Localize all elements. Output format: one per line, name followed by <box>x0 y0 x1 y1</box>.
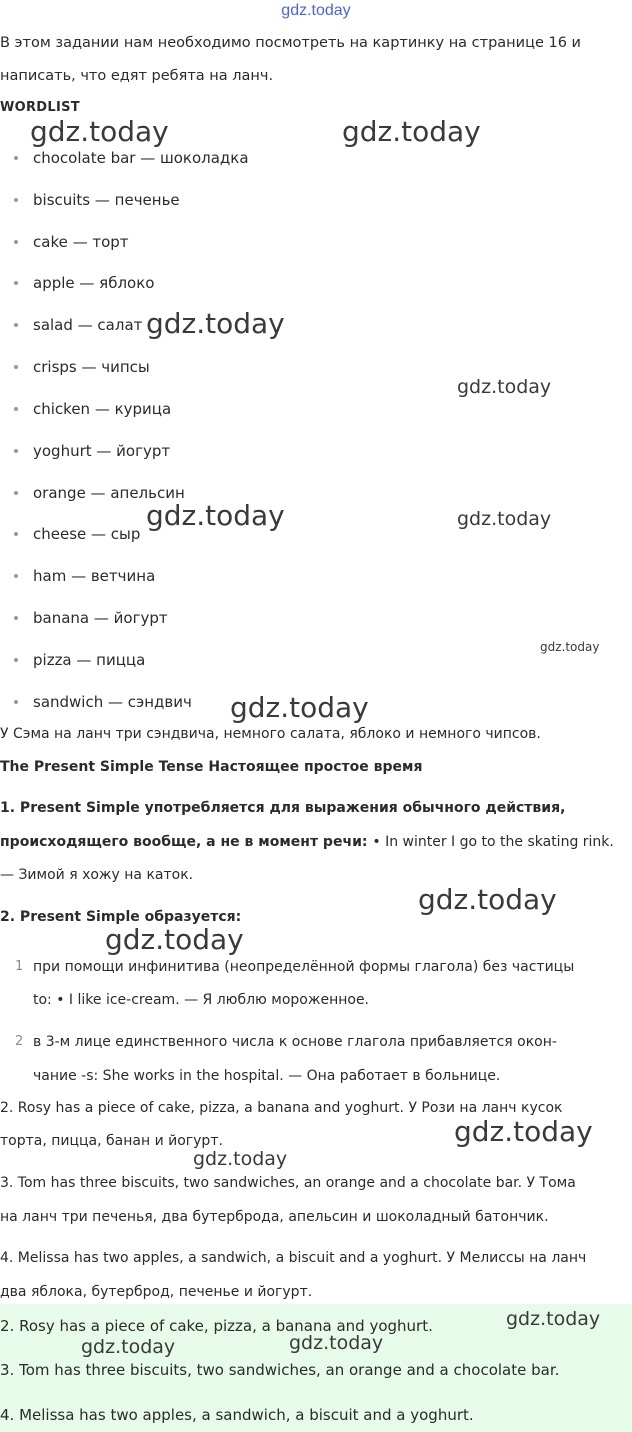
watermark: gdz.today <box>506 1308 601 1330</box>
site-title: gdz.today <box>281 2 351 19</box>
grammar-p1-line-3: — Зимой я хожу на каток. <box>0 867 194 883</box>
list-item-text: biscuits — печенье <box>33 191 180 209</box>
grammar-title: The Present Simple Tense Настоящее простое время <box>0 759 423 775</box>
list-item-text: chocolate bar — шоколадка <box>33 149 249 167</box>
grammar-p2-heading: 2. Present Simple образуется: <box>0 909 242 925</box>
watermark: gdz.today <box>418 883 557 916</box>
intro-line-2: написать, что едят ребята на ланч. <box>0 68 274 84</box>
bullet-icon <box>14 532 18 536</box>
final-answer-4: 4. Melissa has two apples, a sandwich, a biscuit and a yoghurt. <box>0 1406 474 1424</box>
answer-3-line-2: на ланч три печенья, два бутерброда, апельсин и шоколадный батончик. <box>0 1209 549 1225</box>
wordlist-heading: WORDLIST <box>0 100 80 115</box>
rule-text-line-1: при помощи инфинитива (неопределённой формы глагола) без частицы <box>33 959 575 975</box>
watermark: gdz.today <box>146 307 285 340</box>
bullet-icon <box>14 449 18 453</box>
answer-4-line-2: два яблока, бутерброд, печенье и йогурт. <box>0 1284 313 1300</box>
watermark: gdz.today <box>457 376 552 398</box>
rule-number: 2 <box>15 1034 24 1049</box>
list-item-text: banana — йогурт <box>33 609 168 627</box>
rule-number: 1 <box>15 959 24 974</box>
bullet-icon <box>14 198 18 202</box>
watermark: gdz.today <box>230 691 369 724</box>
bullet-icon <box>14 240 18 244</box>
bullet-icon <box>14 700 18 704</box>
bullet-icon <box>14 574 18 578</box>
grammar-p1-line-1: 1. Present Simple употребляется для выражения обычного действия, <box>0 800 566 816</box>
watermark: gdz.today <box>30 115 169 148</box>
watermark: gdz.today <box>81 1336 176 1358</box>
answer-2-line-1: 2. Rosy has a piece of cake, pizza, a banana and yoghurt. У Рози на ланч кусок <box>0 1100 563 1116</box>
grammar-p1-line-2 <box>0 832 614 852</box>
final-answer-3: 3. Tom has three biscuits, two sandwiches, an orange and a chocolate bar. <box>0 1361 560 1379</box>
bullet-icon <box>14 156 18 160</box>
final-answer-2: 2. Rosy has a piece of cake, pizza, a banana and yoghurt. <box>0 1317 433 1335</box>
intro-line-1: В этом задании нам необходимо посмотреть на картинку на странице 16 и <box>0 35 581 51</box>
list-item-text: cheese — сыр <box>33 525 141 543</box>
watermark: gdz.today <box>193 1148 288 1170</box>
rule-text-line-2: to: • I like ice-cream. — Я люблю мороженное. <box>33 992 370 1008</box>
bullet-icon <box>14 491 18 495</box>
watermark: gdz.today <box>457 508 552 530</box>
list-item-text: chicken — курица <box>33 400 172 418</box>
rule-text-line-2: чание -s: She works in the hospital. — Она работает в больнице. <box>33 1068 501 1084</box>
watermark: gdz.today <box>289 1332 384 1354</box>
list-item-text: sandwich — сэндвич <box>33 693 192 711</box>
list-item-text: pizza — пицца <box>33 651 146 669</box>
bullet-icon <box>14 365 18 369</box>
sam-sentence: У Сэма на ланч три сэндвича, немного салата, яблоко и немного чипсов. <box>0 726 541 742</box>
watermark: gdz.today <box>342 115 481 148</box>
bullet-icon <box>14 407 18 411</box>
list-item-text: apple — яблоко <box>33 274 155 292</box>
list-item-text: yoghurt — йогурт <box>33 442 171 460</box>
grammar-p1-bold: происходящего вообще, а не в момент речи: <box>0 834 373 850</box>
answer-4-line-1: 4. Melissa has two apples, a sandwich, a biscuit and a yoghurt. У Мелиссы на ланч <box>0 1250 587 1266</box>
list-item-text: ham — ветчина <box>33 567 156 585</box>
list-item-text: orange — апельсин <box>33 484 185 502</box>
watermark: gdz.today <box>105 923 244 956</box>
bullet-icon <box>14 658 18 662</box>
rule-text-line-1: в 3-м лице единственного числа к основе глагола прибавляется окон- <box>33 1034 557 1050</box>
watermark: gdz.today <box>540 640 600 654</box>
list-item-text: crisps — чипсы <box>33 358 150 376</box>
answer-3-line-1: 3. Tom has three biscuits, two sandwiches, an orange and a chocolate bar. У Тома <box>0 1175 576 1191</box>
list-item-text: cake — торт <box>33 233 129 251</box>
list-item-text: salad — салат <box>33 316 143 334</box>
answer-2-line-2: торта, пицца, банан и йогурт. <box>0 1133 223 1149</box>
watermark: gdz.today <box>454 1115 593 1148</box>
watermark: gdz.today <box>146 499 285 532</box>
bullet-icon <box>14 616 18 620</box>
grammar-p1-example: • In winter I go to the skating rink. <box>372 834 614 850</box>
bullet-icon <box>14 281 18 285</box>
bullet-icon <box>14 323 18 327</box>
